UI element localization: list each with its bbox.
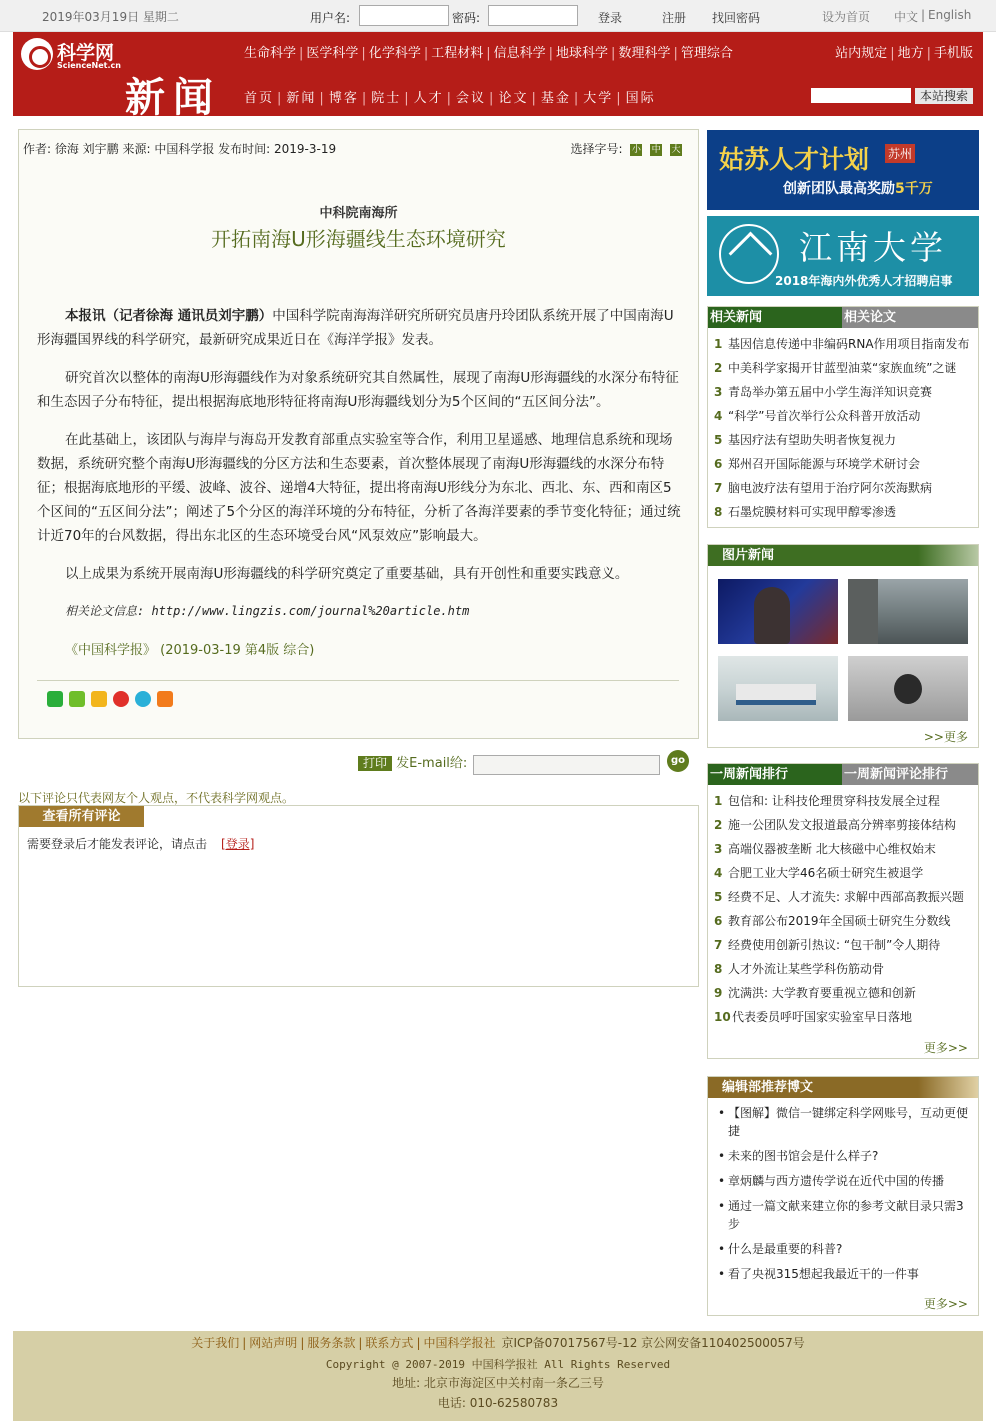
tencent-weibo-icon[interactable] <box>135 691 151 707</box>
tab-related-papers[interactable]: 相关论文 <box>842 307 978 328</box>
site-header <box>13 32 983 121</box>
nav-management[interactable]: 管理综合 <box>680 46 733 61</box>
username-input[interactable] <box>359 5 449 26</box>
list-item[interactable]: • 【图解】微信一键绑定科学网账号，互动更便捷 <box>718 1104 970 1140</box>
list-item[interactable]: 6 郑州召开国际能源与环境学术研讨会 <box>714 457 921 471</box>
email-label: 发E-mail给: <box>396 756 468 771</box>
list-item[interactable]: 3 青岛举办第五届中小学生海洋知识竞赛 <box>714 385 933 399</box>
article-paragraph <box>37 304 683 352</box>
nav-international[interactable]: 国际 <box>625 91 656 106</box>
weibo-icon[interactable] <box>113 691 129 707</box>
username-label: 用户名: <box>310 11 351 25</box>
editor-blogs-panel <box>707 1076 979 1316</box>
comment-box <box>18 805 699 987</box>
list-item[interactable]: • 未来的图书馆会是什么样子? <box>718 1147 970 1165</box>
footer-publisher-link[interactable]: 中国科学报社 <box>423 1336 496 1350</box>
footer-contact-link[interactable]: 联系方式 <box>365 1336 414 1350</box>
section-title: 新闻 <box>125 74 221 121</box>
photo-news-image[interactable] <box>718 579 838 644</box>
list-item[interactable]: 1 基因信息传递中非编码RNA作用项目指南发布 <box>714 337 970 351</box>
article-paragraph: 在此基础上，该团队与海岸与海岛开发教育部重点实验室等合作，利用卫星遥感、地理信息系统和现场数据，系统研究整个南海U形海疆线的分区方法和生态要素，首次整体展现了南海U形海疆线的水深分布特征；根据海底地形的平缓、波峰、波谷、递增4大特征，提出将南海U形线分为东北、西北、东、西和南区5个区间的“五区间分法”；阐述了5个分区的海洋环境的分布特征，分析了各海洋要素的季节变化特征；通过统计近70年的台风数据，得出东北区的生态环境受台风“风泵效应”影响最大。 <box>37 432 681 544</box>
nav-site-rules[interactable]: 站内规定 <box>835 46 888 61</box>
list-item[interactable]: • 什么是最重要的科普? <box>718 1240 970 1258</box>
nav-local[interactable]: 地方 <box>897 46 924 61</box>
list-item[interactable]: 5 基因疗法有望助失明者恢复视力 <box>714 433 897 447</box>
nav-blog[interactable]: 博客 <box>328 91 359 106</box>
editor-blogs-list <box>708 1098 978 1283</box>
nav-engineering[interactable]: 工程材料 <box>431 46 484 61</box>
footer-icp: 京ICP备07017567号-12 京公网安备110402500057号 <box>501 1336 805 1350</box>
main-nav: 首页 | 新闻 | 博客 | 院士 | 人才 | 会议 | 论文 | 基金 | 大学 | 国际 <box>244 91 656 106</box>
nav-medical-science[interactable]: 医学科学 <box>306 46 359 61</box>
article-title: 开拓南海U形海疆线生态环境研究 <box>211 227 506 251</box>
ad1-badge: 苏州 <box>885 144 915 163</box>
weekly-ranking-panel <box>707 763 979 1059</box>
photo-news-panel <box>707 544 979 748</box>
list-item[interactable]: • 看了央视315想起我最近干的一件事 <box>718 1265 970 1283</box>
logo-en-text: ScienceNet.cn <box>57 61 121 70</box>
clover-icon[interactable] <box>69 691 85 707</box>
list-item[interactable]: 8 石墨烷膜材料可实现甲醇零渗透 <box>714 505 897 519</box>
site-search-input[interactable] <box>811 88 911 103</box>
list-item[interactable]: 5 经费不足、人才流失: 求解中西部高教振兴题 <box>714 890 964 904</box>
lang-en-link[interactable]: English <box>928 8 972 22</box>
sciencenet-logo-icon[interactable] <box>21 38 53 70</box>
footer-phone: 电话: 010-62580783 <box>437 1396 559 1410</box>
list-item[interactable]: 2 中美科学家揭开甘蓝型油菜“家族血统”之谜 <box>714 361 957 375</box>
font-size-large-button[interactable]: 大 <box>671 144 681 155</box>
article-source[interactable]: 《中国科学报》 (2019-03-19 第4版 综合) <box>65 643 315 658</box>
editor-blogs-title: 编辑部推荐博文 <box>708 1077 978 1098</box>
recover-password-link[interactable]: 找回密码 <box>712 11 761 25</box>
set-home-link[interactable]: 设为首页 <box>822 10 871 24</box>
photo-news-title: 图片新闻 <box>708 545 978 566</box>
list-item[interactable]: 4 合肥工业大学46名硕士研究生被退学 <box>714 866 924 880</box>
ad1-line <box>783 178 933 198</box>
article-lead: 本报讯（记者徐海 通讯员刘宇鹏） <box>65 308 273 324</box>
font-size-medium-button[interactable]: 中 <box>651 144 661 155</box>
weekly-news-list <box>708 785 978 1029</box>
list-item[interactable]: 6 教育部公布2019年全国硕士研究生分数线 <box>714 914 951 928</box>
register-link[interactable]: 注册 <box>662 11 687 25</box>
logo-text[interactable]: 科学网 <box>57 42 115 64</box>
nav-earth-science[interactable]: 地球科学 <box>556 46 609 61</box>
article-body <box>37 304 683 600</box>
view-all-comments-tab[interactable]: 查看所有评论 <box>19 806 144 827</box>
divider <box>37 680 679 681</box>
nav-mobile[interactable]: 手机版 <box>933 46 973 61</box>
ad2-line: 2018年海内外优秀人才招聘启事 <box>775 274 953 288</box>
wechat-icon[interactable] <box>47 691 63 707</box>
nav-conference[interactable]: 会议 <box>456 91 487 106</box>
site-search-button[interactable]: 本站搜索 <box>915 88 973 104</box>
list-item[interactable]: 10代表委员呼吁国家实验室早日落地 <box>714 1010 913 1024</box>
list-item[interactable]: 8 人才外流让某些学科伤筋动骨 <box>714 962 885 976</box>
list-item[interactable]: 3 高端仪器被垄断 北大核磁中心维权始末 <box>714 842 936 856</box>
more-share-icon[interactable] <box>157 691 173 707</box>
site-footer <box>13 1331 983 1421</box>
footer-copyright: Copyright @ 2007-2019 中国科学报社 All Rights Reserved <box>325 1358 671 1371</box>
related-tabs <box>708 307 978 328</box>
article-paragraph: 以上成果为系统开展南海U形海疆线的科学研究奠定了重要基础，具有开创性和重要实践意义。 <box>65 566 629 582</box>
list-item[interactable]: 4 “科学”号首次举行公众科普开放活动 <box>714 409 921 423</box>
font-size-small-button[interactable]: 小 <box>631 144 641 155</box>
password-input[interactable] <box>488 5 578 26</box>
footer-terms-link[interactable]: 服务条款 <box>307 1336 356 1350</box>
article-meta: 作者: 徐海 刘宇鹏 来源: 中国科学报 发布时间: 2019-3-19 <box>23 142 337 156</box>
footer-statement-link[interactable]: 网站声明 <box>249 1336 298 1350</box>
print-button[interactable]: 打印 <box>358 756 392 771</box>
nav-funding[interactable]: 基金 <box>540 91 571 106</box>
photo-news-image[interactable] <box>718 656 838 721</box>
footer-address: 地址: 北京市海淀区中关村南一条乙三号 <box>392 1376 604 1390</box>
related-paper-link[interactable]: 相关论文信息: http://www.lingzis.com/journal%20article.htm <box>65 604 470 618</box>
utility-nav: 站内规定 | 地方 | 手机版 <box>835 46 973 61</box>
photo-news-image[interactable] <box>848 656 968 721</box>
nav-home[interactable]: 首页 <box>244 91 275 106</box>
list-item[interactable]: 7 经费使用创新引热议: “包干制”令人期待 <box>714 938 941 952</box>
footer-links: 关于我们 | 网站声明 | 服务条款 | 联系方式 | 中国科学报社 京ICP备07017567号-12 京公网安备110402500057号 <box>191 1336 805 1350</box>
list-item[interactable]: 2 施一公团队发文报道最高分辨率剪接体结构 <box>714 818 957 832</box>
list-item[interactable]: 7 脑电波疗法有望用于治疗阿尔茨海默病 <box>714 481 933 495</box>
comment-login-link[interactable]: [登录] <box>221 837 255 851</box>
ad-jiangnan-university[interactable] <box>707 216 979 296</box>
weekly-tabs <box>708 764 978 785</box>
article-paragraph: 研究首次以整体的南海U形海疆线作为对象系统研究其自然属性，展现了南海U形海疆线的水深分布特征和生态因子分布特征，提出根据海底地形特征将南海U形海疆线划分为5个区间的“五区间分法”。 <box>37 370 679 410</box>
photo-news-more-link[interactable]: >>更多 <box>923 730 968 744</box>
top-bar <box>0 0 996 32</box>
current-date: 2019年03月19日 星期二 <box>42 10 179 24</box>
footer-about-link[interactable]: 关于我们 <box>191 1336 240 1350</box>
lang-cn-link[interactable]: 中文 <box>894 10 919 24</box>
list-item[interactable]: • 通过一篇文献来建立你的参考文献目录只需3步 <box>718 1197 970 1233</box>
related-panel <box>707 306 979 528</box>
related-news-list <box>708 328 978 524</box>
nav-information[interactable]: 信息科学 <box>493 46 546 61</box>
login-link[interactable]: 登录 <box>598 11 623 25</box>
lang-separator: | <box>921 8 926 22</box>
nav-talent[interactable]: 人才 <box>413 91 444 106</box>
ad1-line-text: 创新团队最高奖励 <box>783 181 895 197</box>
article-tools <box>358 752 467 771</box>
article-paragraph-text: 中国科学院南海海洋研究所研究员唐丹玲团队系统开展了中国南海U形海疆国界线的科学研究，最新研究成果近日在《海洋学报》发表。 <box>37 308 674 348</box>
share-bar <box>47 691 179 707</box>
article-subtitle: 中科院南海所 <box>319 206 398 221</box>
email-input[interactable] <box>473 755 660 775</box>
tab-weekly-comments[interactable]: 一周新闻评论排行 <box>842 764 978 785</box>
nav-chemistry[interactable]: 化学科学 <box>368 46 421 61</box>
comment-login-text: 需要登录后才能发表评论，请点击 <box>27 837 208 851</box>
tab-weekly-news[interactable]: 一周新闻排行 <box>708 764 842 785</box>
nav-math-physics[interactable]: 数理科学 <box>618 46 671 61</box>
nav-academicians[interactable]: 院士 <box>371 91 402 106</box>
list-item[interactable]: 9 沈满洪: 大学教育要重视立德和创新 <box>714 986 916 1000</box>
ad2-title: 江南大学 <box>799 228 947 267</box>
nav-papers[interactable]: 论文 <box>498 91 529 106</box>
list-item[interactable]: 1 包信和: 让科技伦理贯穿科技发展全过程 <box>714 794 940 808</box>
university-seal-icon <box>719 224 779 284</box>
tab-related-news[interactable]: 相关新闻 <box>708 307 842 328</box>
nav-university[interactable]: 大学 <box>583 91 614 106</box>
font-size-label: 选择字号: <box>570 142 623 156</box>
qzone-icon[interactable] <box>91 691 107 707</box>
font-size-selector <box>570 140 682 157</box>
ad1-title: 姑苏人才计划 <box>719 145 870 174</box>
comment-disclaimer: 以下评论只代表网友个人观点，不代表科学网观点。 <box>18 791 295 805</box>
editor-blogs-more-link[interactable]: 更多>> <box>923 1297 968 1311</box>
article-box <box>18 129 699 739</box>
weekly-more-link[interactable]: 更多>> <box>923 1041 968 1055</box>
email-go-button[interactable]: go <box>667 750 689 772</box>
category-nav: 生命科学 | 医学科学 | 化学科学 | 工程材料 | 信息科学 | 地球科学 | 数理科学 | 管理综合 <box>244 46 733 61</box>
nav-news[interactable]: 新闻 <box>286 91 317 106</box>
ad-gusu-talent[interactable] <box>707 130 979 210</box>
nav-life-science[interactable]: 生命科学 <box>244 46 297 61</box>
password-label: 密码: <box>452 11 481 25</box>
ad1-line-amount: 5千万 <box>895 181 933 197</box>
list-item[interactable]: • 章炳麟与西方遗传学说在近代中国的传播 <box>718 1172 970 1190</box>
photo-news-image[interactable] <box>848 579 968 644</box>
comment-login-prompt <box>27 835 254 852</box>
